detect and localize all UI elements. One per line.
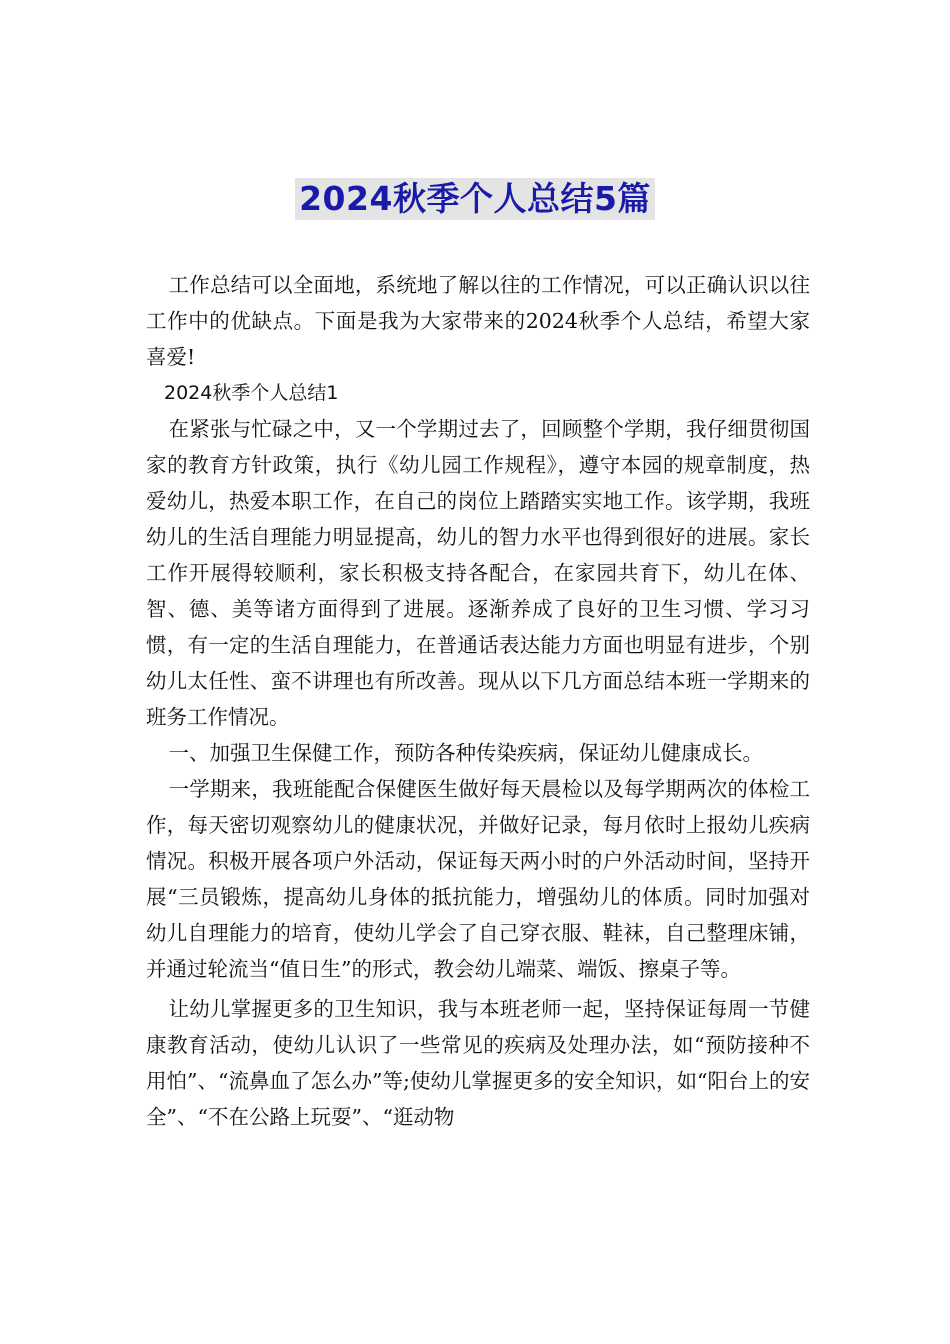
body-paragraph-1: 在紧张与忙碌之中，又一个学期过去了，回顾整个学期，我仔细贯彻国家的教育方针政策，执行《幼儿园工作规程》，遵守本园的规章制度，热爱幼儿，热爱本职工作，在自己的岗位上踏踏实实地工作。该学期，我班幼儿的生活自理能力明显提高，幼儿的智力水平也得到很好的进展。家长工作开展得较顺利，家长积极支持各配合，在家园共育下，幼儿在体、智、德、美等诸方面得到了进展。逐渐养成了良好的卫生习惯、学习习惯，有一定的生活自理能力，在普通话表达能力方面也明显有进步，个别幼儿太任性、蛮不讲理也有所改善。现从以下几方面总结本班一学期来的班务工作情况。 [146,417,810,729]
title-container [0,178,950,220]
document-body [146,267,810,1135]
section-heading: 2024秋季个人总结1 [164,382,339,404]
body-paragraph-4: 让幼儿掌握更多的卫生知识，我与本班老师一起，坚持保证每周一节健康教育活动，使幼儿认识了一些常见的疾病及处理办法，如“预防接种不用怕”、“流鼻血了怎么办”等;使幼儿掌握更多的安全知识，如“阳台上的安全”、“不在公路上玩耍”、“逛动物 [146,997,810,1129]
document-title: 2024秋季个人总结5篇 [295,178,655,220]
body-paragraph-2: 一、加强卫生保健工作，预防各种传染疾病，保证幼儿健康成长。 [168,741,764,765]
body-paragraph-3: 一学期来，我班能配合保健医生做好每天晨检以及每学期两次的体检工作，每天密切观察幼儿的健康状况，并做好记录，每月依时上报幼儿疾病情况。积极开展各项户外活动，保证每天两小时的户外活动时间，坚持开展“三员锻炼，提高幼儿身体的抵抗能力，增强幼儿的体质。同时加强对幼儿自理能力的培育，使幼儿学会了自己穿衣服、鞋袜，自己整理床铺，并通过轮流当“值日生”的形式，教会幼儿端菜、端饭、擦桌子等。 [146,777,810,981]
intro-paragraph: 工作总结可以全面地，系统地了解以往的工作情况，可以正确认识以往工作中的优缺点。下面是我为大家带来的2024秋季个人总结，希望大家喜爱! [146,273,810,369]
